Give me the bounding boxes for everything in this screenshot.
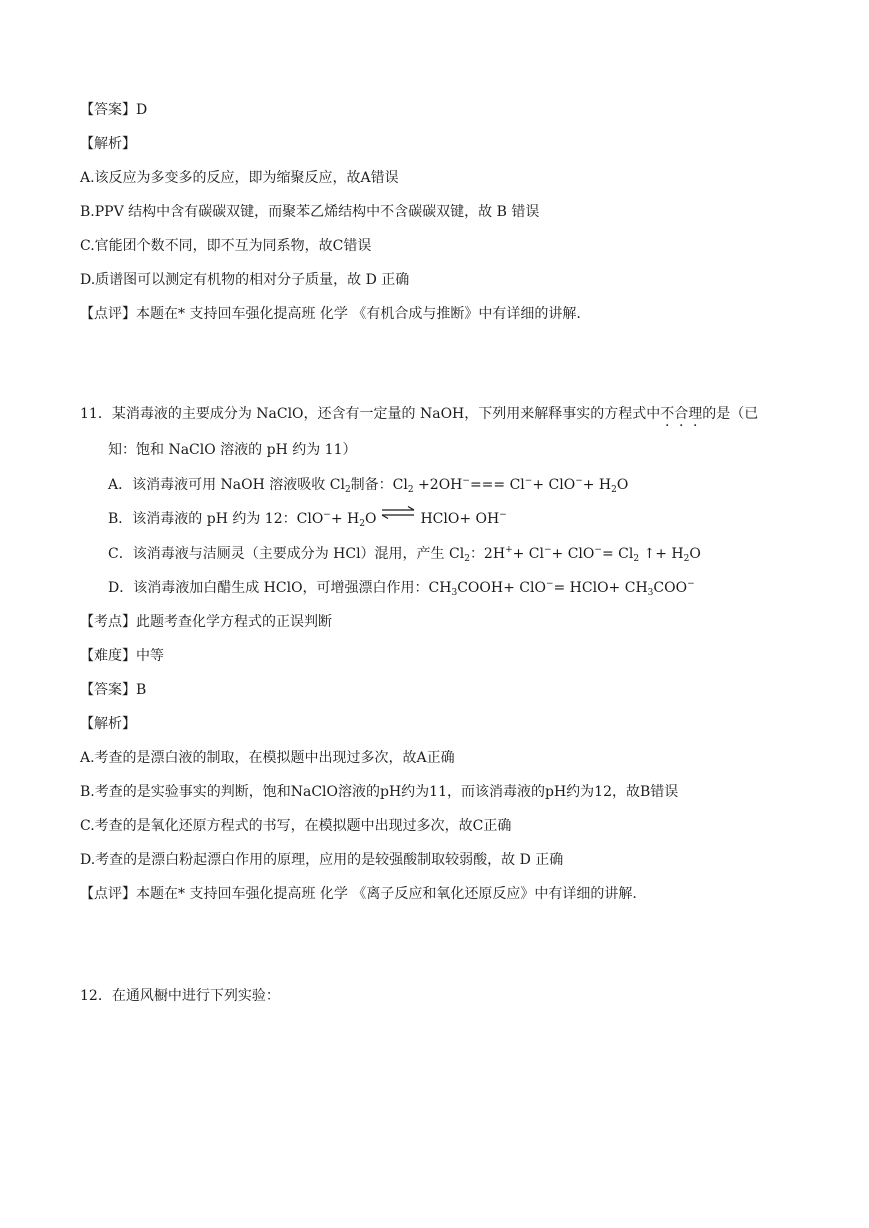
emphasis-char: 理 (688, 406, 703, 422)
analysis-c: C.官能团个数不同，即不互为同系物，故C错误 (80, 238, 372, 254)
question-11-stem-line2: 知：饱和 NaClO 溶液的 pH 约为 11） (108, 442, 357, 458)
analysis-a: A.该反应为多变多的反应，即为缩聚反应，故A错误 (80, 170, 399, 186)
option-c: C．该消毒液与洁厕灵（主要成分为 HCl）混用，产生 $Cl_2$：$2H^++ Cl^-+ ClO^-= Cl_2$ ↑+ $H_2O$ (108, 545, 701, 564)
option-a: A．该消毒液可用 NaOH 溶液吸收 $Cl_2$制备：$Cl_2 +2OH^-=== Cl^-+ ClO^-+ H_2O$ (108, 476, 629, 495)
analysis-11-b: B.考查的是实验事实的判断，饱和NaClO溶液的pH约为11，而该消毒液的pH约为12，故B错误 (80, 784, 679, 800)
option-d: D．该消毒液加白醋生成 HClO，可增强漂白作用：$CH_3COOH+ ClO^-=$ HClO+ $CH_3COO^-$ (108, 579, 695, 598)
analysis-b: B.PPV 结构中含有碳碳双键，而聚苯乙烯结构中不含碳碳双键，故 B 错误 (80, 204, 540, 220)
answer-line-11: 【答案】B (80, 682, 147, 698)
option-b: B．该消毒液的 pH 约为 12：$ClO^-+ H_2O$ HClO+ OH− (108, 509, 507, 529)
analysis-11-c: C.考查的是氧化还原方程式的书写，在模拟题中出现过多次，故C正确 (80, 818, 512, 834)
analysis-11-d: D.考查的是漂白粉起漂白作用的原理，应用的是较强酸制取较弱酸，故 D 正确 (80, 852, 564, 868)
analysis-title: 【解析】 (80, 136, 136, 152)
stem-post: 的是（已 (702, 406, 759, 422)
comment-line-11: 【点评】本题在* 支持回车强化提高班 化学 《离子反应和氧化还原反应》中有详细的讲解. (80, 886, 637, 902)
analysis-11-a: A.考查的是漂白液的制取，在模拟题中出现过多次，故A正确 (80, 750, 455, 766)
question-12-stem: 12．在通风橱中进行下列实验： (80, 988, 280, 1004)
question-11-stem (80, 404, 758, 424)
difficulty-line: 【难度】中等 (80, 648, 164, 664)
comment-line: 【点评】本题在* 支持回车强化提高班 化学 《有机合成与推断》中有详细的讲解. (80, 306, 581, 322)
answer-line: 【答案】D (80, 102, 148, 118)
kaodian-line: 【考点】此题考查化学方程式的正误判断 (80, 614, 332, 630)
analysis-title-11: 【解析】 (80, 716, 136, 732)
equilibrium-arrow-icon (380, 512, 416, 526)
emphasis-char: 合 (674, 406, 689, 422)
emphasis-char: 不 (660, 406, 675, 422)
analysis-d: D.质谱图可以测定有机物的相对分子质量，故 D 正确 (80, 272, 410, 288)
stem-pre: 11．某消毒液的主要成分为 NaClO，还含有一定量的 NaOH，下列用来解释事实的方程式中 (80, 406, 661, 422)
